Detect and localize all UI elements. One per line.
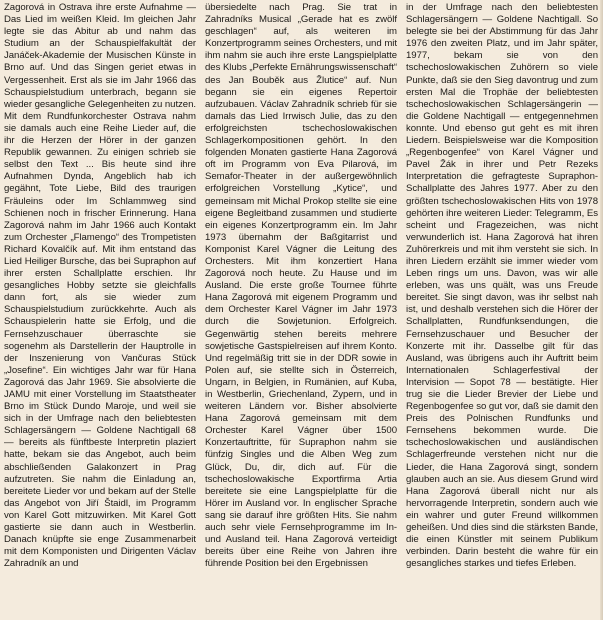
text-column-1 (4, 2, 196, 616)
column-2-text: übersiedelte nach Prag. Sie trat in Zahradníks Musical „Gerade hat es zwölf geschlagen“ auf, als weiteren im Konzertprogramm seines Orchesters, und mit ihm nahm sie auch ihre erste Langspielplatte des Klubs „Perfekte Ernährungswissenschaft“ des Jan Bouběk aus Žlutice“ auf. Nun begann sie ein eigenes Repertoir aufzubauen. Václav Zahradník schrieb für sie damals das Lied Irrwisch Julie, das zu den erfolgreichsten tschechoslowakischen Schlagerkompositionen gehört. In den folgenden Monaten gastierte Hana Zagorová oft im Programm von Eva Pilarová, im Semafor-Theater in der außergewöhnlich erfolgreichen Vorstellung „Kytice“, und gemeinsam mit Michal Prokop stellte sie eine eigene Begleitband zusammen und studierte ein eigenes Konzertprogramm ein. Im Jahr 1973 übernahm der Baßgitarrist und Komponist Karel Vágner die Leitung des Orchesters. Mit ihm konzertiert Hana Zagorová noch heute. Zu Hause und im Ausland. Die erste große Tournee führte Hana Zagorová mit eigenem Programm und dem Orchester Karel Vágner im Jahr 1973 durch die Sowjetunion. Erfolgreich. Gegenwärtig stehen bereits mehrere sowjetische Gastspielreisen auf ihrem Konto. Und regelmäßig tritt sie in der DDR sowie in Polen auf, sie stellte sich in Österreich, Ungarn, in Belgien, in Rumänien, auf Kuba, in Westberlin, Griechenland, Zypern, und in weiteren Ländern vor. Bisher absolvierte Hana Zagorová gemeinsam mit dem Orchester Karel Vágner über 1500 Konzertauftritte, für Supraphon nahm sie fünfzig Singles und die Alben Weg zum Glück, Du, dir, dich auf. Für die tschechoslowakische Exportfirma Artia bereitete sie eine Langspielplatte für die Hörer im Ausland vor. In englischer Sprache sang sie darauf ihre größten Hits. Sie nahm auch sehr viele Fernsehprogramme im In- und Ausland teil. Hana Zagorová verteidigt bereits über eine Reihe von Jahren ihre führende Position bei den Ergebnissen (205, 2, 397, 570)
text-column-3 (406, 2, 598, 616)
column-3-text: in der Umfrage nach den beliebtesten Schlagersängern — Goldene Nachtigall. So belegte sie bei der Abstimmung für das Jahr 1976 den zweiten Platz, und im Jahr später, 1977, bekam sie von den tschechoslowakischen Zuhörern so viele Punkte, daß sie den Sieg davontrug und zum ersten Mal die Trophäe der beliebtesten tschechoslowakischen Schlagersängerin — die Goldene Nachtigall — entgegennehmen konnte. Und ebenso gut geht es mit ihren Liedern. Beispielsweise war die Komposition „Regenbogenfee“ von Karel Vágner und Pavel Žák in ihrer und Petr Rezeks Interpretation die gefragteste Supraphon-Schallplatte des Jahres 1977. Aber zu den größten tschechoslowakischen Hits von 1978 gehörten ihre weiteren Lieder: Telegramm, Es scheint und Fragezeichen, was nicht verwunderlich ist. Hana Zagorová hat ihren Zuhörerkreis und mit ihm versteht sie sich. In ihren Liedern erzählt sie immer wieder vom Leben rings um uns. Davon, was wir alle erleben, was uns quält, was uns Freude bereitet. Sie singt davon, was ihr selbst nah ist, und deshalb verstehen sich die Hörer der Schallplatten, Rundfunksendungen, die Fernsehzuschauer und Besucher der Konzerte mit ihr. Dasselbe gilt für das Ausland, was übrigens auch ihr Auftritt beim Internationalen Schlagerfestival der Intervision — Sopot 78 — bestätigte. Hier trug sie die Lieder Brevier der Liebe und Regenbogenfee so gut vor, daß sie damit den Preis des Polnischen Rundfunks und Fernsehens bekommen wurde. Die tschechoslowakischen und ausländischen Schlagerfreunde verstehen nicht nur die Lieder, die Hana Zagorová singt, sondern glauben auch an sie. Aus diesem Grund wird Hana Zagorová überall nicht nur als hervorragende Interpretin, sondern auch wie ein wahrer und guter Freund willkommen geheißen. Und dies sind die stärksten Bande, die einen Künstler mit seinem Publikum verbinden. Darin besteht die wahre für ein gesangliches starkes und tiefes Erleben. (406, 2, 598, 570)
text-column-2 (205, 2, 397, 616)
column-1-text: Zagorová in Ostrava ihre erste Aufnahme — Das Lied im weißen Kleid. Im gleichen Jahr legte sie das Abitur ab und nahm das Studium an der Schauspielfakultät der Janáček-Akademie der Musischen Künste in Brno auf. Und das Singen geriet etwas in Vergessenheit. Erst als sie im Jahr 1966 das Schauspielstudium unterbrach, begann sie wieder gesangliche Gelegenheiten zu nutzen. Mit dem Rundfunkorchester Ostrava nahm sie damals auch eine Reihe Lieder auf, die ihr die Herzen der Hörer in der ganzen Republik gewannen. Zu einigen schrieb sie selbst den Text ... Bis heute sind ihre Aufnahmen Dynda, Angeblich hab ich gegähnt, Tote Liebe, Bild des traurigen Fräuleins oder Im Schlammweg sind Schienen noch in frischer Erinnerung. Hana Zagorová nahm im Jahr 1966 auch Kontakt zum Orchester „Flamengo“ des Trompetisten Richard Kovalčík auf. Mit ihm entstand das Lied Heiliger Bursche, das bei Supraphon auf ihrer ersten Schallplatte erschien. Ihr gesangliches Hobby setzte sie gleichfalls dann fort, als sie wieder zum Schauspielstudium zurückkehrte. Auch als Schauspielerin hatte sie Erfolg, und die Fernsehzuschauer überraschte sie sogenehm als Darstellerin der Hauptrolle in der Inszenierung von Vančuras Stück „Josefine“. Ein wichtiges Jahr war für Hana Zagorová das Jahr 1969. Sie absolvierte die JAMU mit einer Vorstellung im Staatstheater Brno im Stück Dundo Maroje, und weil sie sich in der Umfrage nach den beliebtesten Schlagersängern — Goldene Nachtigall 68 — bereits als fünftbeste Interpretin plaziert hatte, bekam sie das Angebot, auch beim abschließenden Galakonzert in Prag aufzutreten. Sie nahm die Einladung an, bereitete Lieder vor und bekam auf der Stelle das Angebot von Jiří Štaidl, im Programm von Karel Gott mitzuwirken. Mit Karel Gott gastierte sie dann auch in Westberlin. Danach knüpfte sie enge Zusammenarbeit mit dem Komponisten und Dirigenten Václav Zahradník an und (4, 2, 196, 570)
